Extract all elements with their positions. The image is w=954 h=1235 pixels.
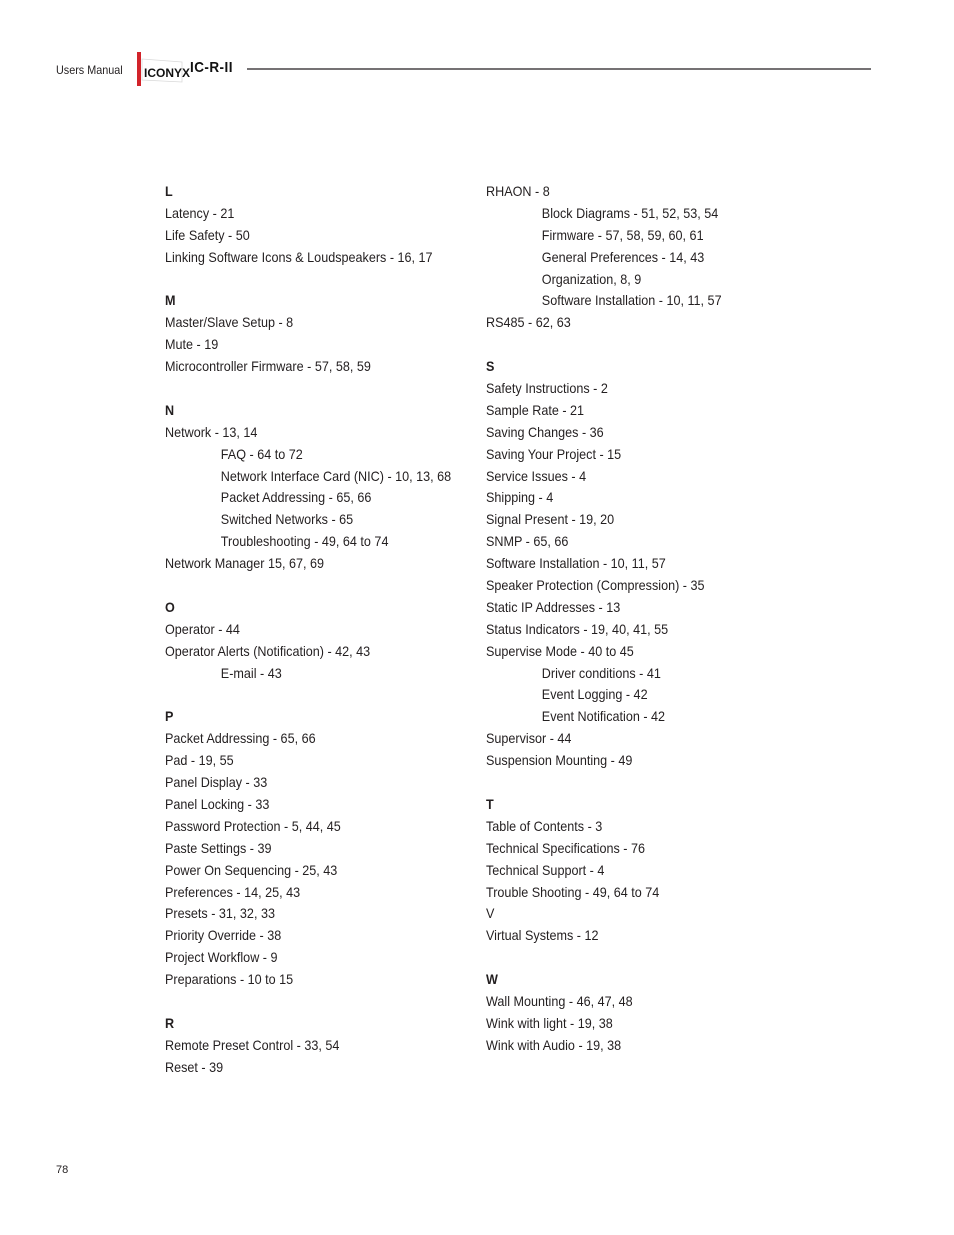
index-entry: Latency - 21 [165,204,235,221]
index-entry: Remote Preset Control - 33, 54 [165,1036,340,1053]
index-letter-heading: R [165,1014,175,1031]
index-entry: Technical Specifications - 76 [486,839,645,856]
index-entry: Panel Display - 33 [165,774,268,791]
index-entry: Status Indicators - 19, 40, 41, 55 [486,620,669,637]
index-letter-heading: M [165,292,176,309]
index-subentry: General Preferences - 14, 43 [541,248,705,265]
index-subentry: Block Diagrams - 51, 52, 53, 54 [541,204,719,221]
section-spacer [165,991,465,1013]
index-entry: Operator - 44 [165,620,240,637]
section-spacer [165,575,465,597]
index-subentry: Event Logging - 42 [541,686,648,703]
index-entry: Virtual Systems - 12 [486,927,599,944]
index-entry: Safety Instructions - 2 [486,380,608,397]
index-entry: Mute - 19 [165,336,219,353]
index-entry: Priority Override - 38 [165,927,282,944]
section-spacer [165,684,465,706]
header-rule [247,68,871,70]
index-subentry: Network Interface Card (NIC) - 10, 13, 68 [220,467,452,484]
index-subentry: Switched Networks - 65 [220,511,354,528]
index-entry: Microcontroller Firmware - 57, 58, 59 [165,358,371,375]
index-entry: Project Workflow - 9 [165,949,278,966]
section-spacer [165,378,465,400]
index-entry: Supervise Mode - 40 to 45 [486,642,634,659]
index-entry: Shipping - 4 [486,489,554,506]
index-letter-heading: L [165,183,173,199]
index-entry: Packet Addressing - 65, 66 [165,730,316,747]
section-spacer [486,334,786,356]
index-letter-heading: T [486,795,494,812]
index-entry: Trouble Shooting - 49, 64 to 74 [486,883,660,900]
index-entry: Presets - 31, 32, 33 [165,905,275,922]
index-entry: Wink with Audio - 19, 38 [486,1036,622,1053]
index-entry: Service Issues - 4 [486,467,587,484]
index-entry: Pad - 19, 55 [165,752,234,769]
index-subentry: FAQ - 64 to 72 [220,445,303,462]
index-entry: Life Safety - 50 [165,226,250,243]
index-subentry: Software Installation - 10, 11, 57 [541,292,722,309]
index-entry: Password Protection - 5, 44, 45 [165,817,341,834]
index-entry: Signal Present - 19, 20 [486,511,615,528]
index-letter-heading: W [486,971,498,988]
index-entry: Suspension Mounting - 49 [486,752,633,769]
index-letter-heading: O [165,598,175,615]
index-entry: Operator Alerts (Notification) - 42, 43 [165,642,371,659]
index-entry: Speaker Protection (Compression) - 35 [486,577,705,594]
index-entry: Wall Mounting - 46, 47, 48 [486,992,633,1009]
index-entry: Network - 13, 14 [165,423,258,440]
index-letter-heading: N [165,401,175,418]
index-subentry: E-mail - 43 [220,664,282,681]
page-header [0,52,954,92]
index-entry: Supervisor - 44 [486,730,572,747]
index-subentry: Driver conditions - 41 [541,664,661,681]
index-entry: Table of Contents - 3 [486,817,603,834]
index-entry: Static IP Addresses - 13 [486,598,621,615]
index-letter-heading: S [486,358,495,375]
index-letter-heading: P [165,708,174,725]
index-subentry: Event Notification - 42 [541,708,666,725]
index-entry: V [486,905,495,922]
index-entry: Paste Settings - 39 [165,839,272,856]
index-subentry: Troubleshooting - 49, 64 to 74 [220,533,389,550]
index-entry: Panel Locking - 33 [165,795,270,812]
model-name: IC-R-II [190,59,233,76]
index-entry: Linking Software Icons & Loudspeakers - 16, 17 [165,248,433,265]
index-entry: SNMP - 65, 66 [486,533,569,550]
index-subentry: Organization, 8, 9 [541,270,642,287]
index-column-left [165,181,465,1079]
index-entry: Wink with light - 19, 38 [486,1014,613,1031]
index-entry: Technical Support - 4 [486,861,605,878]
section-spacer [486,947,786,969]
index-entry: Reset - 39 [165,1058,224,1075]
index-entry: RS485 - 62, 63 [486,314,571,331]
index-entry: Master/Slave Setup - 8 [165,314,294,331]
section-spacer [165,269,465,291]
index-entry: Preparations - 10 to 15 [165,971,294,988]
index-entry: Sample Rate - 21 [486,401,585,418]
index-entry: Saving Changes - 36 [486,423,604,440]
manual-label: Users Manual [56,63,123,77]
page-number: 78 [56,1164,69,1176]
index-entry: Software Installation - 10, 11, 57 [486,555,666,572]
index-subentry: Firmware - 57, 58, 59, 60, 61 [541,226,704,243]
iconyx-logo [140,56,191,84]
index-column-right [486,181,786,1057]
index-entry: RHAON - 8 [486,183,550,199]
index-entry: Power On Sequencing - 25, 43 [165,861,338,878]
brand-text: ICONYX [144,66,191,80]
index-subentry: Packet Addressing - 65, 66 [220,489,372,506]
index-entry: Saving Your Project - 15 [486,445,622,462]
index-entry: Network Manager 15, 67, 69 [165,555,324,572]
index-entry: Preferences - 14, 25, 43 [165,883,301,900]
section-spacer [486,772,786,794]
